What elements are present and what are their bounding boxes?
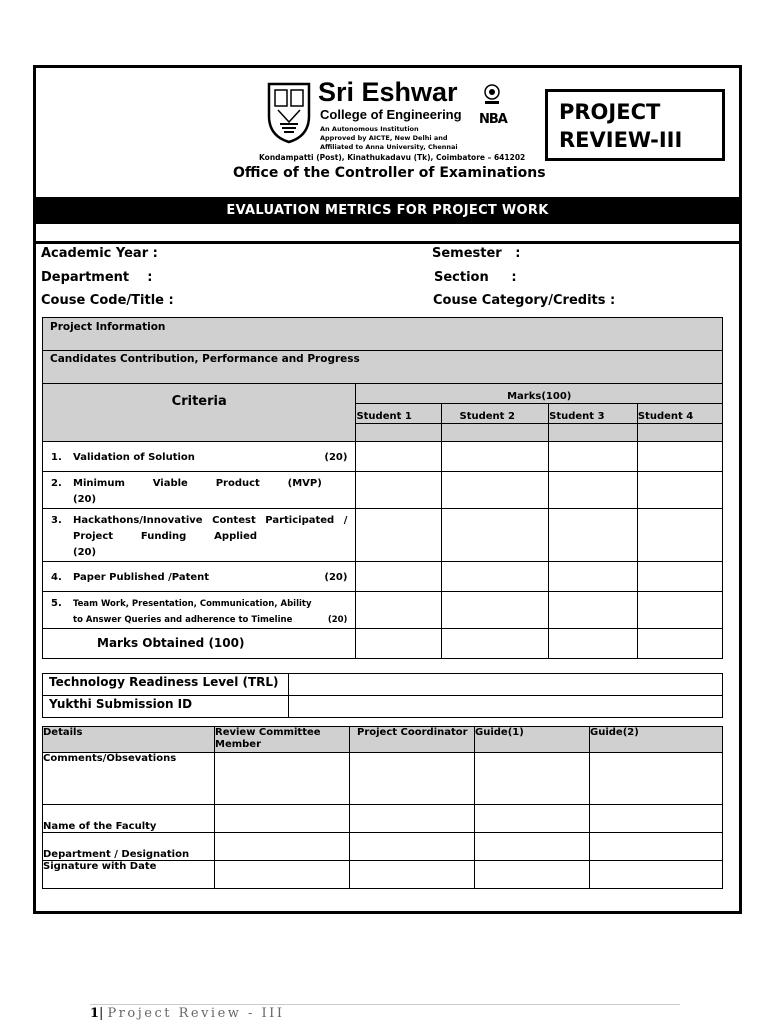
project-information-label: Project Information [50,321,166,333]
criterion-cell [43,509,376,562]
criteria-table [42,383,723,659]
criterion-text: Minimum Viable Product (MVP) [73,478,322,489]
student-2-label: Student 2 [459,411,515,422]
table-row [43,861,723,889]
guide1-header-label: Guide(1) [475,727,524,738]
criteria-header-cell [43,384,356,442]
score-cell[interactable] [356,592,441,629]
student-2-header [441,404,549,424]
logo-line-1: An Autonomous Institution [320,125,419,133]
criterion-cell [43,592,356,629]
criterion-number: 2. [51,478,62,489]
criterion-cell [43,442,356,472]
entry-cell[interactable] [590,861,723,889]
entry-cell[interactable] [475,805,590,833]
score-cell[interactable] [441,592,549,629]
table-row [43,629,723,659]
comments-label: Comments/Obsevations [43,753,177,764]
logo-line-3: Affiliated to Anna University, Chennai [320,143,458,151]
yukthi-value-cell[interactable] [289,696,723,718]
guide1-header [475,727,590,753]
banner-underline [36,241,739,244]
entry-cell[interactable] [475,833,590,861]
review-title-line-2: REVIEW-III [559,128,683,152]
table-row [43,562,723,592]
entry-cell[interactable] [215,753,350,805]
blank-header-cell [356,424,441,442]
details-header-label: Details [43,727,83,738]
score-cell[interactable] [637,509,722,562]
page-number: 1 [90,1006,100,1021]
guide2-header [590,727,723,753]
entry-cell[interactable] [350,833,475,861]
accreditation-seal-icon [482,84,502,106]
review-title-box [545,89,725,161]
marks-obtained-label: Marks Obtained (100) [97,636,245,650]
nba-logo: NBA [479,112,507,127]
faculty-name-label: Name of the Faculty [43,821,157,832]
row-label-cell [43,861,215,889]
candidates-contribution-bar [42,350,723,384]
coordinator-header-label: Project Coordinator [357,727,468,738]
score-cell[interactable] [637,592,722,629]
semester-label: Semester : [432,246,521,261]
page-footer [90,1006,284,1021]
total-cell[interactable] [441,629,549,659]
score-cell[interactable] [549,442,638,472]
criterion-text: Paper Published /Patent [73,572,210,583]
total-cell[interactable] [637,629,722,659]
brand-name: Sri Eshwar [318,77,458,107]
evaluation-banner: EVALUATION METRICS FOR PROJECT WORK [36,197,739,224]
details-header [43,727,215,753]
trl-label: Technology Readiness Level (TRL) [49,675,279,689]
criterion-text: Validation of Solution [73,452,195,463]
blank-header-cell [441,424,549,442]
criterion-number: 3. [51,515,62,526]
entry-cell[interactable] [590,753,723,805]
logo-line-2: Approved by AICTE, New Delhi and [320,134,448,142]
section-label: Section : [434,270,517,285]
footer-text: Project Review - III [107,1006,285,1021]
criterion-marks: (20) [324,452,348,463]
blank-header-cell [549,424,638,442]
row-label-cell [43,833,215,861]
score-cell[interactable] [441,509,549,562]
score-cell[interactable] [356,472,441,509]
table-row [43,753,723,805]
total-cell[interactable] [356,629,441,659]
blank-header-cell [637,424,722,442]
table-row [43,592,723,629]
entry-cell[interactable] [590,805,723,833]
criterion-cell [43,562,356,592]
criterion-number: 5. [51,598,62,609]
table-row [43,805,723,833]
entry-cell[interactable] [475,753,590,805]
yukthi-label-cell [43,696,289,718]
score-cell[interactable] [549,509,638,562]
marks-header: Marks(100) [507,391,572,402]
course-code-label: Couse Code/Title : [41,293,174,308]
entry-cell[interactable] [215,805,350,833]
entry-cell[interactable] [215,861,350,889]
student-1-header [356,404,441,424]
score-cell[interactable] [637,442,722,472]
office-title: Office of the Controller of Examinations [233,165,546,181]
guide2-header-label: Guide(2) [590,727,639,738]
college-name: College of Engineering [320,107,462,122]
row-label-cell [43,753,215,805]
table-row [43,442,723,472]
entry-cell[interactable] [475,861,590,889]
academic-year-label: Academic Year : [41,246,158,261]
score-cell[interactable] [356,562,441,592]
department-label: Department : [41,270,153,285]
criterion-text: Hackathons/Innovative Contest Participated / Project Funding Applied [73,515,376,542]
score-cell[interactable] [637,472,722,509]
total-cell[interactable] [549,629,638,659]
criterion-number: 1. [51,452,62,463]
table-row [43,472,723,509]
review-table [42,726,723,889]
entry-cell[interactable] [350,861,475,889]
score-cell[interactable] [441,442,549,472]
committee-header [215,727,350,753]
criterion-text: Team Work, Presentation, Communication, Ability to Answer Queries and adherence to Timeline [73,599,312,625]
student-4-header [637,404,722,424]
student-3-header [549,404,638,424]
table-row [43,509,723,562]
student-1-label: Student 1 [356,411,412,422]
review-title-line-1: PROJECT [559,100,661,124]
trl-table [42,673,723,718]
score-cell[interactable] [441,562,549,592]
entry-cell[interactable] [350,805,475,833]
entry-cell[interactable] [590,833,723,861]
score-cell[interactable] [356,442,441,472]
marks-header-cell [356,384,723,404]
criterion-number: 4. [51,572,62,583]
criterion-marks: (20) [73,494,97,505]
department-designation-label: Department / Designation [43,849,190,860]
entry-cell[interactable] [215,833,350,861]
project-information-bar [42,317,723,351]
entry-cell[interactable] [350,753,475,805]
committee-header-label: Review Committee Member [215,727,321,750]
criterion-marks: (20) [324,572,348,583]
criterion-marks: (20) [73,547,97,558]
college-address: Kondampatti (Post), Kinathukadavu (Tk), Coimbatore – 641202 [259,153,526,162]
score-cell[interactable] [549,562,638,592]
yukthi-label: Yukthi Submission ID [49,697,193,711]
footer-rule [90,1004,680,1005]
score-cell[interactable] [549,472,638,509]
row-label-cell [43,805,215,833]
student-3-label: Student 3 [549,411,605,422]
candidates-contribution-label: Candidates Contribution, Performance and Progress [50,353,360,365]
trl-value-cell[interactable] [289,674,723,696]
table-row [43,833,723,861]
criteria-header: Criteria [171,394,227,409]
signature-label: Signature with Date [43,861,157,872]
coordinator-header [350,727,475,753]
score-cell[interactable] [549,592,638,629]
criterion-marks: (20) [327,615,348,625]
score-cell[interactable] [441,472,549,509]
footer-divider: | [99,1006,104,1021]
score-cell[interactable] [637,562,722,592]
course-category-label: Couse Category/Credits : [433,293,616,308]
student-4-label: Student 4 [637,411,694,422]
trl-label-cell [43,674,289,696]
criterion-cell [43,472,356,509]
total-label-cell [43,629,356,659]
college-crest-icon [266,80,312,144]
